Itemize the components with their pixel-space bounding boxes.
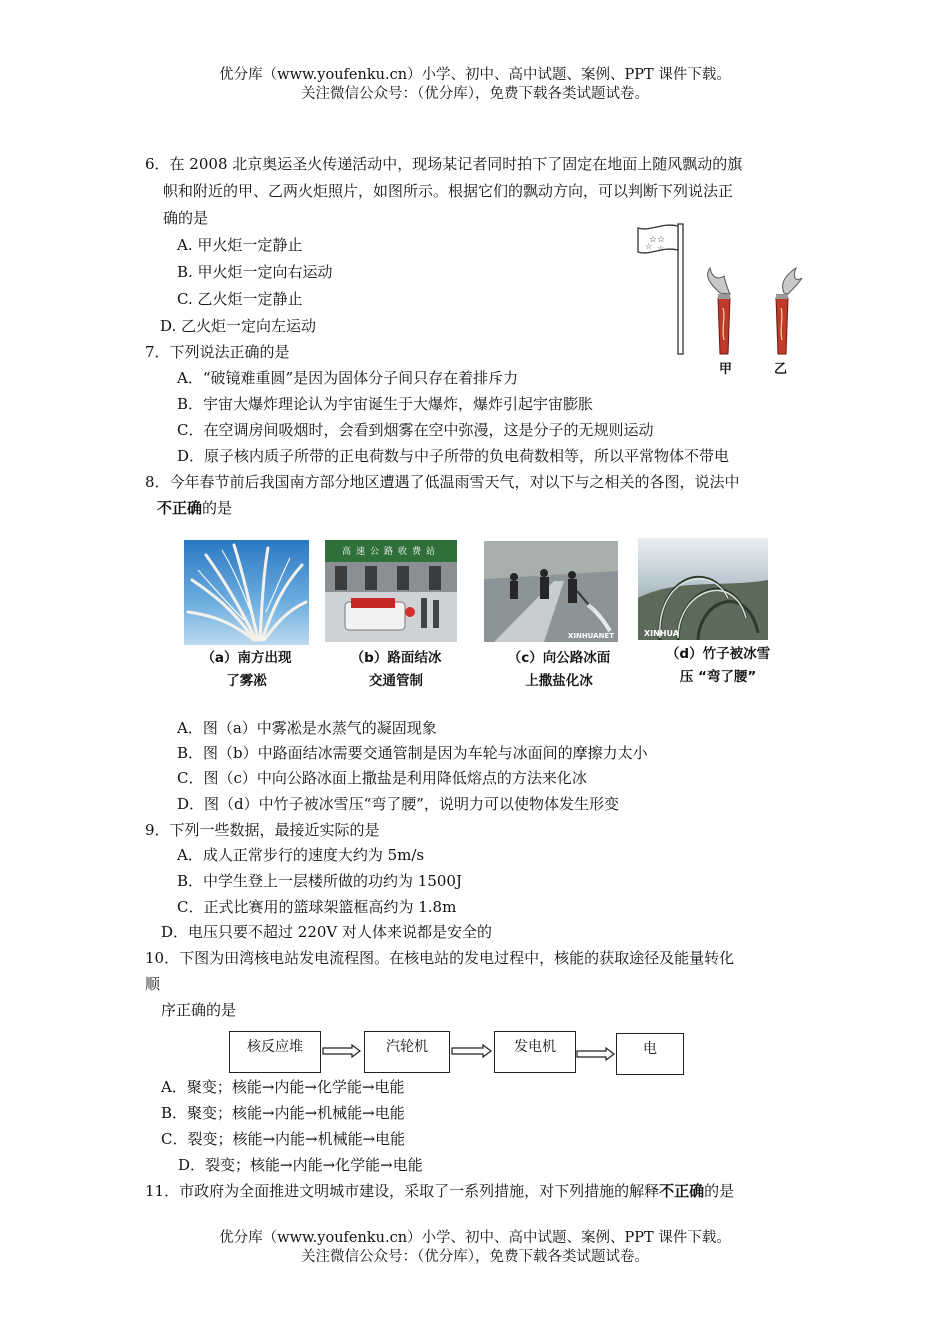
flow-arrow-3 (576, 1047, 616, 1061)
photo-a-rime (184, 540, 309, 645)
photo-d-caption: （d）竹子被冰雪 压 “弯了腰” (665, 646, 771, 685)
q10-option-b: B．聚变；核能→内能→机械能→电能 (161, 1104, 405, 1122)
page-header (0, 66, 950, 104)
q10-stem-line-3: 序正确的是 (161, 1001, 237, 1019)
q7-option-b: B．宇宙大爆炸理论认为宇宙诞生于大爆炸，爆炸引起宇宙膨胀 (177, 395, 594, 413)
torch-jia-label: 甲 (719, 362, 733, 377)
flow-box-electricity: 电 (616, 1033, 684, 1075)
q9-stem: 9．下列一些数据，最接近实际的是 (145, 821, 380, 839)
photo-b-caption: （b）路面结冰 交通管制 (350, 650, 442, 689)
flow-box-turbine: 汽轮机 (364, 1031, 450, 1073)
photo-c-watermark: XINHUANET (567, 632, 614, 640)
q8-option-a: A．图（a）中雾凇是水蒸气的凝固现象 (177, 719, 437, 737)
header-line-1: 优分库（www.youfenku.cn）小学、初中、高中试题、案例、PPT 课件下载。 (219, 67, 731, 83)
q10-option-a: A．聚变；核能→内能→化学能→电能 (161, 1078, 405, 1096)
q9-option-a: A．成人正常步行的速度大约为 5m/s (177, 846, 425, 864)
q9-option-b: B．中学生登上一层楼所做的功约为 1500J (177, 872, 462, 890)
q7-option-d: D．原子核内质子所带的正电荷数与中子所带的负电荷数相等，所以平常物体不带电 (177, 447, 730, 465)
q6-stem-line-2: 帜和附近的甲、乙两火炬照片，如图所示。根据它们的飘动方向，可以判断下列说法正 (163, 182, 734, 200)
q8-option-d: D．图（d）中竹子被冰雪压“弯了腰”，说明力可以使物体发生形变 (177, 795, 619, 813)
photo-a-caption: （a）南方出现 了雾凇 (201, 650, 292, 689)
svg-text:☆☆: ☆☆ (649, 235, 666, 245)
toll-sign-text: 高速公路收费站 (341, 547, 440, 557)
q7-stem: 7．下列说法正确的是 (145, 343, 290, 361)
q8-stem-line-1: 8．今年春节前后我国南方部分地区遭遇了低温雨雪天气，对以下与之相关的各图，说法中 (145, 473, 740, 491)
flow-arrow-1 (322, 1044, 362, 1058)
q10-option-d: D．裂变；核能→内能→化学能→电能 (178, 1156, 423, 1174)
svg-text:☆: ☆ (645, 242, 653, 251)
photo-b-toll-station (325, 540, 457, 642)
q7-option-c: C．在空调房间吸烟时，会看到烟雾在空中弥漫，这是分子的无规则运动 (177, 421, 654, 439)
header-line-2: 关注微信公众号：（优分库），免费下载各类试题试卷。 (301, 86, 649, 102)
q11-emphasis: 不正确 (659, 1182, 705, 1200)
flow-box-reactor: 核反应堆 (229, 1031, 321, 1073)
photo-d-bent-bamboo (638, 538, 768, 640)
torch-yi-icon (776, 268, 802, 354)
q8-emphasis: 不正确 (157, 499, 203, 517)
q6-option-c: C. 乙火炬一定静止 (177, 290, 303, 308)
q10-stem-line-2: 顺 (145, 975, 161, 993)
q10-stem-line-1: 10．下图为田湾核电站发电流程图。在核电站的发电过程中，核能的获取途径及能量转化 (145, 949, 735, 967)
flow-arrow-2 (451, 1044, 493, 1058)
question-11-stem: 11．市政府为全面推进文明城市建设，采取了一系列措施，对下列措施的解释不正确的是 (145, 1182, 735, 1200)
q10-option-c: C．裂变；核能→内能→机械能→电能 (161, 1130, 406, 1148)
q6-option-d: D. 乙火炬一定向左运动 (160, 317, 317, 335)
photo-d-watermark: XINHUA (644, 629, 679, 638)
q8-option-b: B．图（b）中路面结冰需要交通管制是因为车轮与冰面间的摩擦力太小 (177, 744, 648, 762)
svg-text:☆: ☆ (657, 244, 665, 253)
footer-line-2: 关注微信公众号：（优分库），免费下载各类试题试卷。 (301, 1249, 649, 1265)
photo-c-salting-road (484, 541, 618, 642)
torch-yi-label: 乙 (774, 362, 788, 377)
flag-torch-figure (632, 218, 812, 380)
q6-option-a: A. 甲火炬一定静止 (177, 236, 303, 254)
q6-stem-line-1: 6．在 2008 北京奥运圣火传递活动中，现场某记者同时拍下了固定在地面上随风飘动的旗 (145, 155, 743, 173)
flow-box-generator: 发电机 (494, 1031, 576, 1073)
q8-stem-line-2: 不正确的是 (157, 499, 233, 517)
q8-option-c: C．图（c）中向公路冰面上撒盐是利用降低熔点的方法来化冰 (177, 769, 587, 787)
q6-option-b: B. 甲火炬一定向右运动 (177, 263, 333, 281)
torch-jia-icon (708, 268, 730, 354)
q9-option-c: C．正式比赛用的篮球架篮框高约为 1.8m (177, 898, 457, 916)
footer-line-1: 优分库（www.youfenku.cn）小学、初中、高中试题、案例、PPT 课件下载。 (219, 1230, 731, 1246)
photo-c-caption: （c）向公路冰面 上撒盐化冰 (507, 650, 611, 689)
q6-stem-line-3: 确的是 (163, 209, 209, 227)
q7-option-a: A．“破镜难重圆”是因为固体分子间只存在着排斥力 (177, 369, 519, 387)
flag-icon (638, 224, 683, 354)
q9-option-d: D．电压只要不超过 220V 对人体来说都是安全的 (161, 923, 493, 941)
page-footer (0, 1229, 950, 1267)
